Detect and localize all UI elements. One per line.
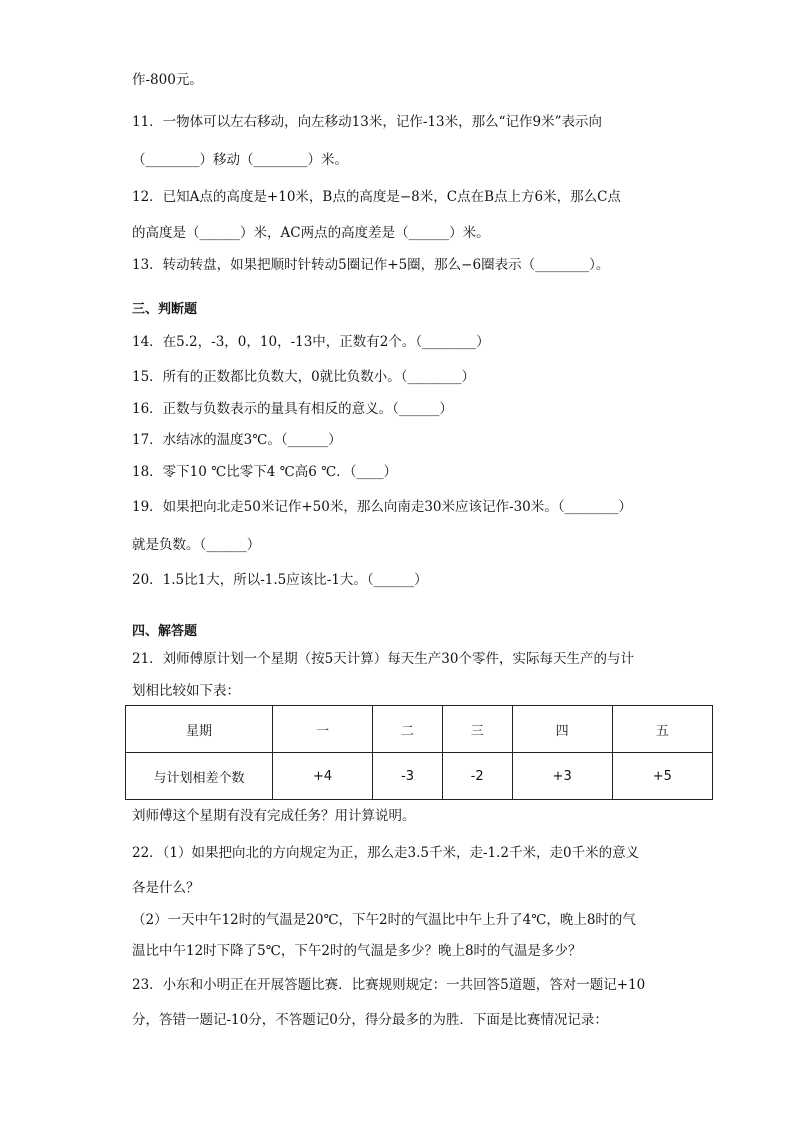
question-13: 13．转动转盘，如果把顺时针转动5圈记作+5圈，那么−6圈表示（________）。 xyxy=(132,257,610,273)
text-line: 作-800元。 xyxy=(132,72,203,88)
table-cell: -2 xyxy=(442,753,512,800)
production-table xyxy=(125,705,713,800)
table-header-cell: 与计划相差个数 xyxy=(126,753,273,800)
question-21-ask: 刘师傅这个星期有没有完成任务？用计算说明。 xyxy=(132,808,416,824)
table-header-cell: 星期 xyxy=(126,706,273,753)
question-16: 16．正数与负数表示的量具有相反的意义。（______） xyxy=(132,401,453,417)
question-18: 18．零下10 ℃比零下4 ℃高6 ℃．（____） xyxy=(132,464,397,480)
table-row xyxy=(126,753,713,800)
table-cell: 四 xyxy=(512,706,612,753)
question-22-part1: 22．（1）如果把向北的方向规定为正，那么走3.5千米，走-1.2千米，走0千米的意义 xyxy=(132,845,640,861)
question-20: 20．1.5比1大，所以-1.5应该比-1大。（______） xyxy=(132,572,428,588)
section-judgment-title: 三、判断题 xyxy=(132,302,198,317)
table-row xyxy=(126,706,713,753)
question-12-blanks: 的高度是（______）米，AC两点的高度差是（______）米。 xyxy=(132,225,490,241)
question-22-part2-cont: 温比中午12时下降了5℃，下午2时的气温是多少？晚上8时的气温是多少？ xyxy=(132,943,582,959)
table-cell: 三 xyxy=(442,706,512,753)
question-14: 14．在5.2，-3，0，10，-13中，正数有2个。（________） xyxy=(132,334,490,350)
question-22-part2: （2）一天中午12时的气温是20℃，下午2时的气温比中午上升了4℃，晚上8时的气 xyxy=(132,912,636,928)
question-21-cont: 划相比较如下表： xyxy=(132,683,240,699)
question-21: 21．刘师傅原计划一个星期（按5天计算）每天生产30个零件，实际每天生产的与计 xyxy=(132,651,634,667)
table-cell: 二 xyxy=(373,706,443,753)
question-15: 15．所有的正数都比负数大，0就比负数小。（________） xyxy=(132,369,476,385)
table-cell: +5 xyxy=(612,753,712,800)
question-23-cont: 分，答错一题记-10分，不答题记0分，得分最多的为胜．下面是比赛情况记录： xyxy=(132,1012,608,1028)
table-cell: +3 xyxy=(512,753,612,800)
question-22-part1-cont: 各是什么？ xyxy=(132,880,200,896)
question-11-blanks: （________）移动（________）米。 xyxy=(132,152,348,168)
question-11: 11．一物体可以左右移动，向左移动13米，记作-13米，那么“记作9米”表示向 xyxy=(132,114,602,130)
question-17: 17．水结冰的温度3℃。（______） xyxy=(132,432,342,448)
table-cell: 一 xyxy=(273,706,373,753)
table-cell: 五 xyxy=(612,706,712,753)
table-cell: -3 xyxy=(373,753,443,800)
question-19: 19．如果把向北走50米记作+50米，那么向南走30米应该记作-30米。（________） xyxy=(132,499,633,515)
section-answer-title: 四、解答题 xyxy=(132,624,198,639)
table-cell: +4 xyxy=(273,753,373,800)
question-23: 23．小东和小明正在开展答题比赛．比赛规则规定：一共回答5道题，答对一题记+10 xyxy=(132,977,646,993)
question-12: 12．已知A点的高度是+10米，B点的高度是−8米，C点在B点上方6米，那么C点 xyxy=(132,189,621,205)
text-line: 就是负数。（______） xyxy=(132,537,261,553)
